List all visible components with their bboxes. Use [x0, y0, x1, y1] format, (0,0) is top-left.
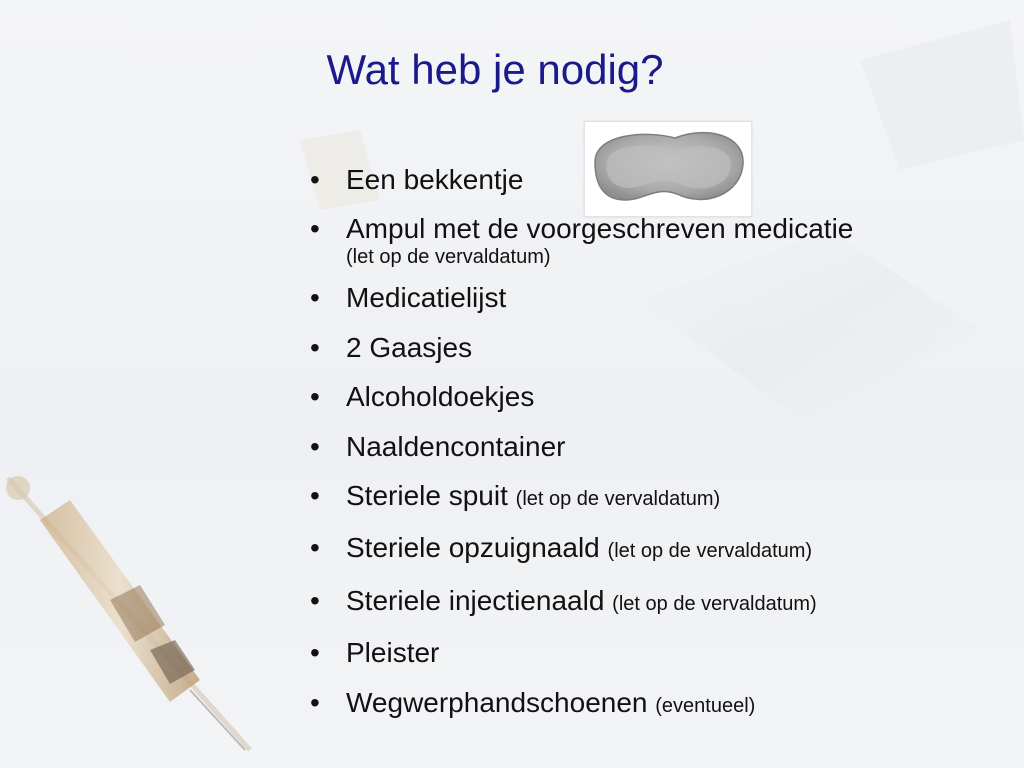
list-item [310, 636, 1010, 670]
item-note: (let op de vervaldatum) [607, 540, 813, 563]
list-item [310, 212, 1010, 268]
list-item [310, 430, 1010, 464]
item-text: Pleister [346, 637, 440, 669]
bullet: • [310, 532, 320, 564]
slide-title: Wat heb je nodig? [326, 46, 664, 93]
list-item [310, 281, 1010, 315]
item-text: Ampul met de voorgeschreven medicatie [346, 213, 854, 245]
bullet: • [310, 381, 320, 413]
bullet: • [310, 686, 320, 718]
list-item [310, 531, 1010, 568]
bullet: • [310, 213, 320, 245]
list-item [310, 163, 1010, 197]
bullet: • [310, 282, 320, 314]
item-text: Steriele injectienaald [346, 584, 605, 616]
item-text: Naaldencontainer [346, 430, 566, 462]
list-item [310, 380, 1010, 414]
bullet: • [310, 584, 320, 616]
bullet: • [310, 637, 320, 669]
list-item [310, 584, 1010, 621]
list-item [310, 479, 1010, 516]
item-note: (let op de vervaldatum) [515, 487, 721, 510]
item-note: (let op de vervaldatum) [346, 246, 551, 269]
item-text: Een bekkentje [346, 164, 524, 195]
item-text: Steriele opzuignaald [346, 532, 600, 564]
bullet: • [310, 479, 320, 511]
item-note: (let op de vervaldatum) [612, 592, 817, 615]
bullet: • [310, 164, 320, 195]
item-text: Alcoholdoekjes [346, 381, 535, 413]
bullet: • [310, 331, 320, 363]
item-note: (eventueel) [655, 694, 756, 717]
list-item [310, 686, 1010, 723]
supply-list [310, 163, 1010, 738]
item-text: Steriele spuit [346, 479, 508, 511]
item-text: Wegwerphandschoenen [346, 686, 648, 718]
bullet: • [310, 430, 320, 462]
item-text: 2 Gaasjes [346, 331, 473, 363]
syringe-icon [6, 476, 250, 750]
list-item [310, 331, 1010, 365]
item-text: Medicatielijst [346, 282, 507, 314]
